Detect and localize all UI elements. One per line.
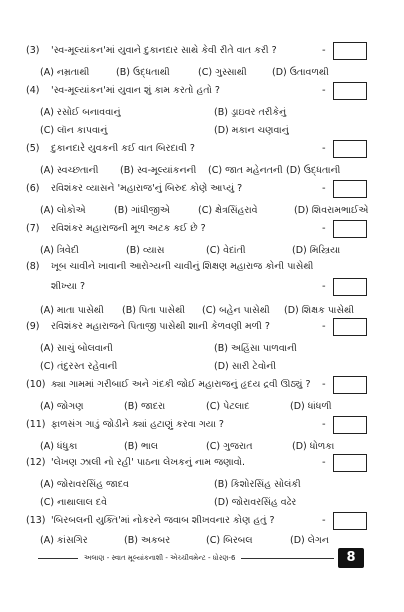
option-a: (A) નમ્રતાથી — [40, 67, 90, 78]
option-a: (A) જોગણ — [40, 401, 84, 412]
options-row — [0, 202, 404, 220]
option-b: (B) ગાંધીજીએ — [114, 205, 170, 216]
options-row — [0, 398, 404, 416]
answer-box[interactable] — [333, 278, 367, 296]
option-c: (C) ગુજરાત — [206, 441, 253, 452]
option-c: (C) નાથાલાલ દવે — [40, 497, 108, 508]
option-c: (C) લૉન કાપવાનું — [40, 125, 108, 136]
option-b: (B) અહિંસા પાળવાની — [214, 343, 297, 354]
option-a: (A) લોકોએ — [40, 205, 86, 216]
question-text: ક્યા ગામમાં ગરીબાઈ અને ગંદકી જોઈ મહારાજનું હૃદય દ્રવી ઊઠ્યું ? — [51, 379, 311, 390]
answer-box[interactable] — [333, 140, 367, 158]
option-c: (C) બિરબલ — [206, 535, 253, 546]
option-c: (C) ગુસ્સાથી — [198, 67, 247, 78]
question-text: રવિશંકર મહારાજની મૂળ અટક કઈ છે ? — [51, 223, 206, 234]
footer-text: અલાણ - સ્વાત મૂલ્યાંકનાશી - એચ્ચીવમેન્ટ - ધોરણ-6 — [78, 550, 241, 566]
options-row — [0, 358, 404, 376]
answer-box[interactable] — [333, 220, 367, 238]
page-number-badge: 8 — [338, 548, 364, 568]
option-c: (C) વેદાંતી — [206, 245, 246, 256]
answer-box[interactable] — [333, 512, 367, 530]
question-number: (4) — [26, 85, 40, 96]
answer-dash: - — [322, 45, 326, 56]
option-d: (D) જોરાવરસિંહ વઢેર — [214, 497, 297, 508]
option-d: (D) શિવરામભાઈએ — [294, 205, 369, 216]
answer-box[interactable] — [333, 376, 367, 394]
options-row — [0, 64, 404, 82]
answer-dash: - — [322, 85, 326, 96]
option-a: (A) કાંસગિર — [40, 535, 88, 546]
answer-box[interactable] — [333, 180, 367, 198]
option-d: (D) સારી ટેવોની — [214, 361, 277, 372]
question-text: દુકાનદારે યુવકની કઈ વાત બિરદાવી ? — [51, 143, 195, 154]
option-a: (A) સ્વચ્છતાની — [40, 165, 99, 176]
options-row — [0, 104, 404, 122]
option-a: (A) માતા પાસેથી — [40, 305, 104, 316]
question-number: (6) — [26, 183, 40, 194]
answer-dash: - — [322, 457, 326, 468]
option-a: (A) સાચું બોલવાની — [40, 343, 113, 354]
options-row — [0, 494, 404, 512]
question-number: (11) — [26, 419, 46, 430]
option-d: (D) ઉતાવળથી — [272, 67, 329, 78]
question-number: (13) — [26, 515, 46, 526]
option-a: (A) ત્રિવેદી — [40, 245, 79, 256]
options-row — [0, 122, 404, 140]
answer-dash: - — [322, 143, 326, 154]
option-b: (B) વ્યાસ — [126, 245, 165, 256]
option-c: (C) ક્ષેત્રસિંહરાવે — [198, 205, 258, 216]
option-a: (A) ધંધુકા — [40, 441, 78, 452]
options-row — [0, 340, 404, 358]
option-d: (D) ધોળકા — [292, 441, 335, 452]
option-c: (C) બહેન પાસેથી — [202, 305, 270, 316]
answer-box[interactable] — [333, 416, 367, 434]
answer-box[interactable] — [333, 318, 367, 336]
option-b: (B) પિતા પાસેથી — [122, 305, 186, 316]
option-d: (D) શિક્ષક પાસેથી — [284, 305, 355, 316]
answer-dash: - — [322, 183, 326, 194]
option-d: (D) મકાન ચણવાનું — [214, 125, 289, 136]
option-d: (D) ઉદ્ધતાની — [286, 165, 341, 176]
options-row — [0, 476, 404, 494]
option-b: (B) ભાલ — [124, 441, 159, 452]
question-text: રવિશંકર વ્યાસને 'મહારાજ'નું બિરુદ કોણે આપ્યું ? — [51, 183, 243, 194]
question-number: (7) — [26, 223, 40, 234]
question-text: 'સ્વ-મૂલ્યાંકન'માં યુવાને દુકાનદાર સાથે કેવી રીતે વાત કરી ? — [51, 45, 277, 56]
option-c: (C) તંદુરસ્ત રહેવાની — [40, 361, 118, 372]
option-a: (A) જોરાવરસિંહ જાદવ — [40, 479, 129, 490]
question-text: 'સ્વ-મૂલ્યાંકન'માં યુવાન શું કામ કરતો હતો ? — [51, 85, 220, 96]
answer-dash: - — [322, 281, 326, 292]
answer-box[interactable] — [333, 454, 367, 472]
question-text: ફાળસંગ ગાડું જોડીને ક્યાં હટાણું કરવા ગયા ? — [51, 419, 224, 430]
question-text: ખૂબ ચાવીને ખાવાની આરોગ્યની ચાવીનું શિક્ષણ મહારાજ કોની પાસેથી — [51, 261, 314, 272]
option-d: (D) લેગન — [290, 535, 329, 546]
answer-dash: - — [322, 223, 326, 234]
option-c: (C) પેટલાદ — [206, 401, 250, 412]
option-b: (B) સ્વ-મૂલ્યાંકનની — [120, 165, 197, 176]
question-number: (8) — [26, 261, 40, 272]
option-d: (D) મિસ્ત્રિયા — [292, 245, 341, 256]
question-number: (10) — [26, 379, 46, 390]
option-d: (D) ધાંધળી — [290, 401, 332, 412]
answer-dash: - — [322, 419, 326, 430]
option-b: (B) જાદરા — [124, 401, 166, 412]
option-b: (B) કિશોરસિંહ સોલંકી — [214, 479, 301, 490]
question-number: (9) — [26, 321, 40, 332]
answer-box[interactable] — [333, 42, 367, 60]
option-b: (B) ડ્રાઇવર તરીકેનું — [214, 107, 287, 118]
option-c: (C) જાત મહેનતની — [208, 165, 283, 176]
options-row — [0, 162, 404, 180]
question-text-continued: શીખ્યા ? — [51, 281, 86, 292]
answer-dash: - — [322, 321, 326, 332]
page-footer — [0, 548, 404, 572]
option-b: (B) અકબર — [124, 535, 171, 546]
question-text: રવિશંકર મહારાજને પિતાજી પાસેથી શાની કેળવણી મળી ? — [51, 321, 270, 332]
question-number: (3) — [26, 45, 40, 56]
question-number: (12) — [26, 457, 46, 468]
answer-dash: - — [322, 379, 326, 390]
question-number: (5) — [26, 143, 40, 154]
answer-box[interactable] — [333, 82, 367, 100]
question-text: 'લેખણ ઝાલી નો રહી' પાઠના લેખકનું નામ જણાવો. — [51, 457, 246, 468]
answer-dash: - — [322, 515, 326, 526]
option-b: (B) ઉદ્ધતાથી — [116, 67, 170, 78]
question-text: 'બિરબલની યુક્તિ'માં નોકરને જવાબ શીખવનાર કોણ હતું ? — [51, 515, 275, 526]
option-a: (A) રસોઈ બનાવવાનું — [40, 107, 121, 118]
